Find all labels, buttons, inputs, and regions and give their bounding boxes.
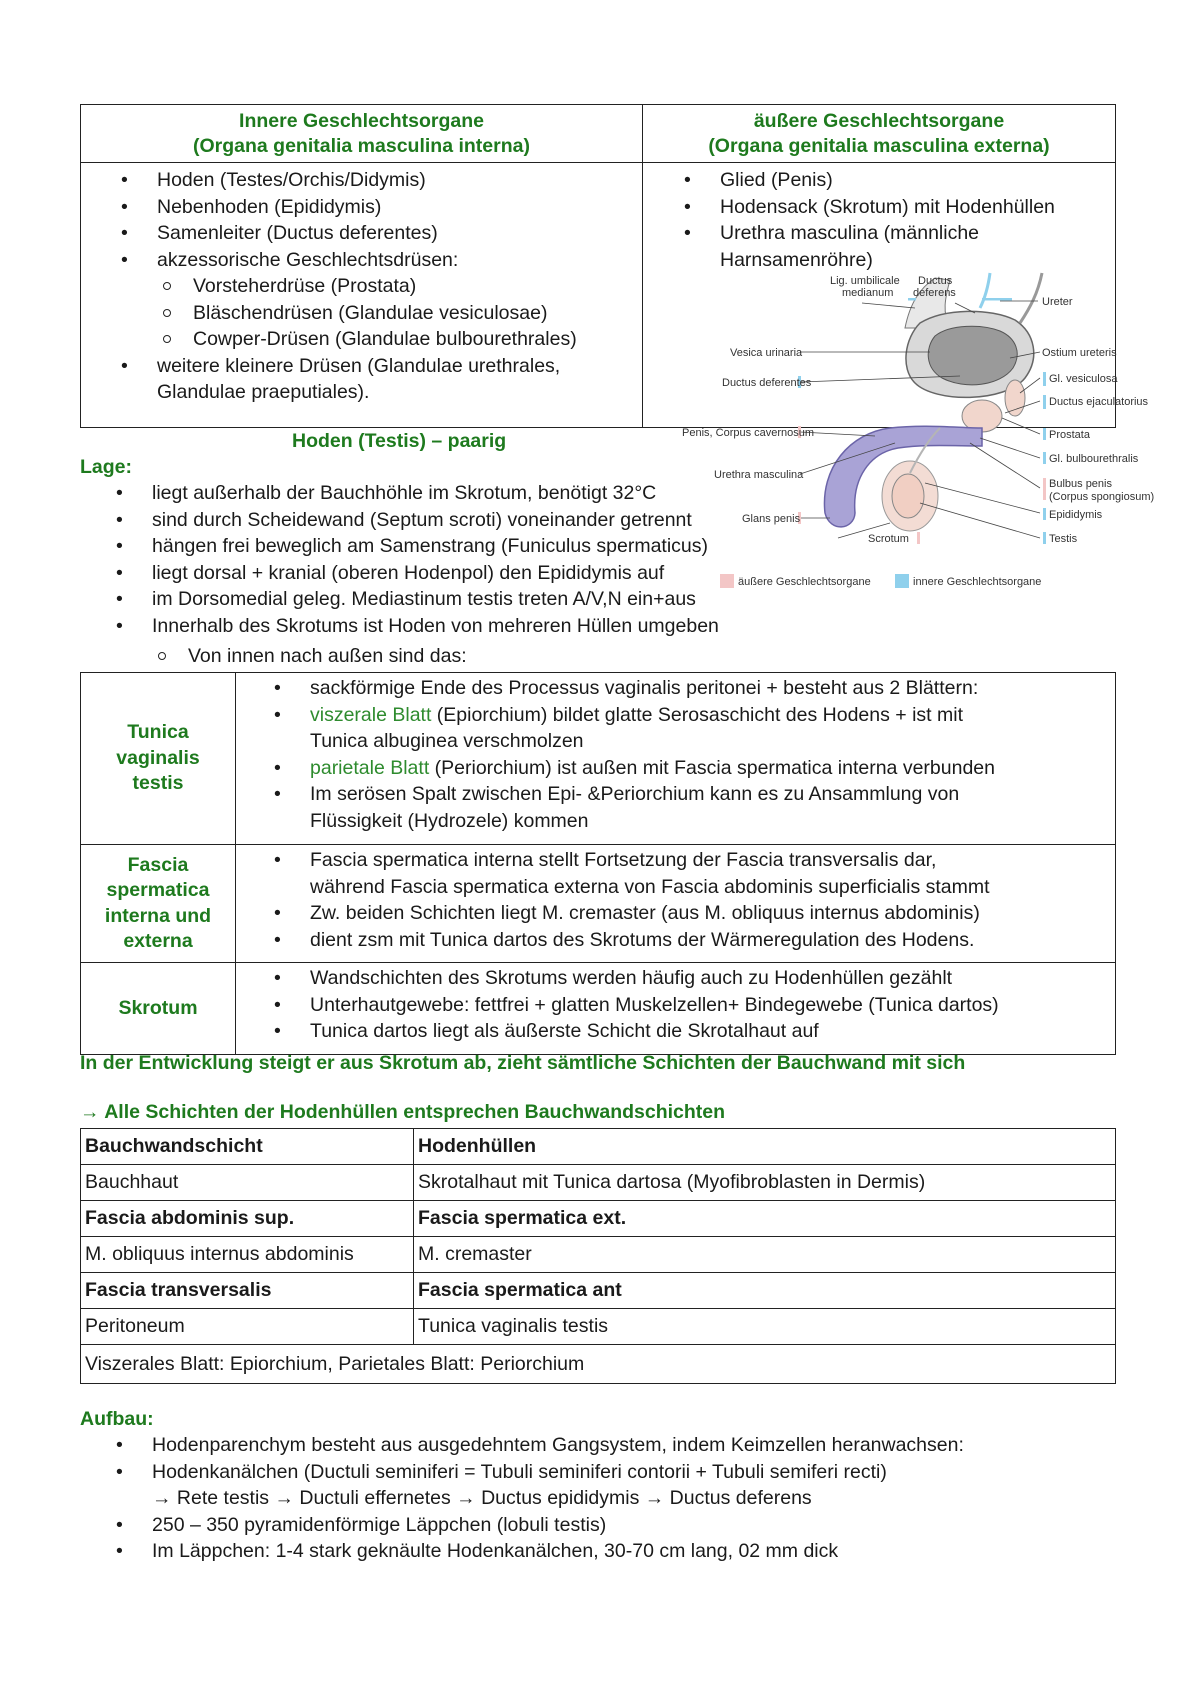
- label-line: Tunica: [127, 721, 189, 744]
- visceral-term: viszerale Blatt: [310, 703, 432, 726]
- column-header: Bauchwandschicht: [81, 1129, 414, 1165]
- list-item: • im Dorsomedial geleg. Mediastinum testis treten A/V,N ein+aus: [152, 586, 719, 613]
- legend-innere: innere Geschlechtsorgane: [913, 576, 1042, 588]
- fascia-spermatica-label: [81, 845, 236, 963]
- list-subitem: Bläschendrüsen (Glandulae vesiculosae): [193, 300, 642, 327]
- label-line: vaginalis: [116, 746, 200, 769]
- table-row: [81, 1201, 1116, 1237]
- list-item: • Nebenhoden (Epididymis): [157, 194, 642, 221]
- table-cell: Bauchhaut: [81, 1165, 414, 1201]
- label-lig-umbilicale: Lig. umbilicale: [830, 275, 900, 287]
- list-item-line1: • Urethra masculina (männliche: [720, 222, 980, 244]
- table-cell: Fascia transversalis: [81, 1273, 414, 1309]
- list-item: • liegt dorsal + kranial (oberen Hodenpol) den Epididymis auf: [152, 560, 719, 587]
- label-medianum: medianum: [842, 287, 894, 299]
- list-item-line2: Glandulae praeputiales).: [157, 381, 370, 403]
- label-prostata: Prostata: [1049, 429, 1090, 441]
- hoden-title: Hoden (Testis) – paarig: [292, 430, 507, 452]
- list-item: • 250 – 350 pyramidenförmige Läppchen (lobuli testis): [152, 1512, 964, 1539]
- outer-organs-header-line1: äußere Geschlechtsorgane: [753, 110, 1005, 132]
- label-bulbus-penis: Bulbus penis: [1049, 478, 1112, 490]
- label-line: interna und: [104, 904, 212, 927]
- inner-organs-list-end: [81, 353, 642, 406]
- label-penis-corpus: Penis, Corpus cavernosum: [682, 427, 815, 439]
- list-item-line1: • weitere kleinere Drüsen (Glandulae urethrales,: [157, 354, 561, 377]
- list-item: • Hoden (Testes/Orchis/Didymis): [157, 167, 642, 194]
- column-header: Hodenhüllen: [414, 1129, 1116, 1165]
- table-cell: Fascia spermatica ext.: [414, 1201, 1116, 1237]
- list-item: • Wandschichten des Skrotums werden häufig auch zu Hodenhüllen gezählt: [310, 965, 1115, 992]
- list-subitem: Vorsteherdrüse (Prostata): [193, 273, 642, 300]
- list-subitem: Von innen nach außen sind das:: [188, 643, 467, 670]
- list-item: • sind durch Scheidewand (Septum scroti) voneinander getrennt: [152, 507, 719, 534]
- aufbau-list: [152, 1432, 964, 1565]
- label-ductus-deferentes: Ductus deferentes: [722, 377, 812, 389]
- layers-correspondence-note: → Alle Schichten der Hodenhüllen entsprechen Bauchwandschichten: [80, 1101, 726, 1123]
- list-item: [310, 702, 1115, 755]
- parietal-term: parietale Blatt: [310, 756, 430, 779]
- table-cell: Tunica vaginalis testis: [414, 1309, 1116, 1345]
- outer-organs-header: [643, 105, 1116, 163]
- table-row: [81, 1165, 1116, 1201]
- table-row: [81, 1237, 1116, 1273]
- list-item-line2: Flüssigkeit (Hydrozele) kommen: [310, 809, 589, 832]
- table-cell: M. obliquus internus abdominis: [81, 1237, 414, 1273]
- label-ductus-ejaculatorius: Ductus ejaculatorius: [1049, 396, 1149, 408]
- parietal-text: (Periorchium) ist außen mit Fascia spermatica interna verbunden: [429, 756, 995, 779]
- inner-organs-list: [81, 163, 642, 273]
- list-item: [310, 781, 1115, 834]
- inner-organs-header-line1: Innere Geschlechtsorgane: [239, 110, 484, 132]
- list-item-line1: • Im serösen Spalt zwischen Epi- &Periorchium kann es zu Ansammlung von: [310, 783, 960, 805]
- fascia-spermatica-text: [236, 845, 1116, 963]
- label-line: externa: [123, 930, 193, 952]
- table-footer: Viszerales Blatt: Epiorchium, Parietales Blatt: Periorchium: [81, 1345, 1116, 1384]
- list-item: • Hodenparenchym besteht aus ausgedehntem Gangsystem, indem Keimzellen heranwachsen:: [152, 1432, 964, 1459]
- label-corpus-spongiosum: (Corpus spongiosum): [1049, 491, 1155, 503]
- tunica-vaginalis-list: [310, 675, 1115, 834]
- list-item: [157, 353, 642, 406]
- label-vesica-urinaria: Vesica urinaria: [730, 347, 803, 359]
- list-item-line2: Tunica albuginea verschmolzen: [310, 730, 584, 752]
- list-item: • akzessorische Geschlechtsdrüsen:: [157, 247, 642, 274]
- label-testis: Testis: [1049, 533, 1078, 545]
- accessory-glands-list: [81, 273, 642, 353]
- list-item: • Unterhautgewebe: fettfrei + glatten Muskelzellen+ Bindegewebe (Tunica dartos): [310, 992, 1115, 1019]
- inner-organs-header: [81, 105, 643, 163]
- male-genital-anatomy-figure: [682, 268, 1200, 638]
- skrotum-list: [310, 965, 1115, 1045]
- table-cell: Fascia abdominis sup.: [81, 1201, 414, 1237]
- table-row: [81, 1309, 1116, 1345]
- label-ductus: Ductus: [918, 275, 953, 287]
- table-row: [81, 1273, 1116, 1309]
- list-item: [152, 1459, 964, 1512]
- inner-organs-cell: [81, 163, 643, 428]
- testis-shape: [892, 474, 924, 518]
- label-glans-penis: Glans penis: [742, 513, 801, 525]
- label-line: Fascia: [127, 853, 189, 876]
- aufbau-label: Aufbau:: [80, 1408, 154, 1430]
- lage-sublist: [188, 643, 467, 670]
- legend-aeussere: äußere Geschlechtsorgane: [738, 576, 871, 588]
- label-gl-vesiculosa: Gl. vesiculosa: [1049, 373, 1118, 385]
- label-gl-bulbourethralis: Gl. bulbourethralis: [1049, 453, 1139, 465]
- list-item-line1: • Hodenkanälchen (Ductuli seminiferi = Tubuli seminiferi contorii + Tubuli semiferi recti): [152, 1460, 887, 1483]
- label-deferens: deferens: [913, 287, 956, 299]
- label-line: spermatica: [106, 879, 210, 901]
- tunica-vaginalis-label: [81, 673, 236, 845]
- list-item: [310, 847, 1115, 900]
- table-header-row: [81, 1129, 1116, 1165]
- ureter-shape: [1020, 273, 1042, 323]
- inner-organs-header-line2: (Organa genitalia masculina interna): [192, 135, 530, 157]
- outer-organs-list: [643, 163, 1115, 273]
- table-cell: Peritoneum: [81, 1309, 414, 1345]
- lage-label: Lage:: [80, 456, 133, 478]
- development-note: In der Entwicklung steigt er aus Skrotum ab, zieht sämtliche Schichten der Bauchwand mit sich: [80, 1052, 966, 1074]
- tunica-vaginalis-text: [236, 673, 1116, 845]
- label-urethra-masculina: Urethra masculina: [714, 469, 804, 481]
- list-item: • Tunica dartos liegt als äußerste Schicht die Skrotalhaut auf: [310, 1018, 1115, 1045]
- list-item-line2: Harnsamenröhre): [720, 248, 873, 271]
- table-cell: M. cremaster: [414, 1237, 1116, 1273]
- fascia-spermatica-list: [310, 847, 1115, 953]
- list-item: • Glied (Penis): [720, 167, 1115, 194]
- list-item: • hängen frei beweglich am Samenstrang (Funiculus spermaticus): [152, 533, 719, 560]
- abdominal-wall-table: [80, 1128, 1116, 1384]
- label-scrotum: Scrotum: [868, 533, 909, 545]
- list-item: [310, 755, 1115, 782]
- list-item: • dient zsm mit Tunica dartos des Skrotums der Wärmeregulation des Hodens.: [310, 927, 1115, 954]
- table-cell: Fascia spermatica ant: [414, 1273, 1116, 1309]
- list-item-line2: während Fascia spermatica externa von Fascia abdominis superficialis stammt: [310, 875, 990, 898]
- list-item: • Zw. beiden Schichten liegt M. cremaster (aus M. obliquus internus abdominis): [310, 900, 1115, 927]
- list-item: • liegt außerhalb der Bauchhöhle im Skrotum, benötigt 32°C: [152, 480, 719, 507]
- table-cell: Skrotalhaut mit Tunica dartosa (Myofibroblasten in Dermis): [414, 1165, 1116, 1201]
- list-item: • Innerhalb des Skrotums ist Hoden von mehreren Hüllen umgeben: [152, 613, 719, 640]
- skrotum-text: [236, 963, 1116, 1055]
- list-item-line1: • Fascia spermatica interna stellt Fortsetzung der Fascia transversalis dar,: [310, 849, 937, 871]
- list-item: • Hodensack (Skrotum) mit Hodenhüllen: [720, 194, 1115, 221]
- list-item: • Im Läppchen: 1-4 stark geknäulte Hodenkanälchen, 30-70 cm lang, 02 mm dick: [152, 1538, 964, 1565]
- bladder-inner-shape: [928, 326, 1017, 385]
- list-item: • sackförmige Ende des Processus vaginalis peritonei + besteht aus 2 Blättern:: [310, 675, 1115, 702]
- skrotum-label: Skrotum: [81, 963, 236, 1055]
- list-item: [720, 220, 1115, 273]
- testis-coverings-table: [80, 672, 1116, 1055]
- table-footer-row: [81, 1345, 1116, 1384]
- label-ostium-ureteris: Ostium ureteris: [1042, 347, 1117, 359]
- visceral-text: (Epiorchium) bildet glatte Serosaschicht des Hodens + ist mit: [431, 703, 964, 726]
- label-ureter: Ureter: [1042, 296, 1073, 308]
- label-epididymis: Epididymis: [1049, 509, 1103, 521]
- label-line: testis: [132, 772, 184, 795]
- seminal-vesicle-shape: [1005, 380, 1025, 416]
- list-subitem: Cowper-Drüsen (Glandulae bulbourethrales): [193, 326, 642, 353]
- list-item: • Samenleiter (Ductus deferentes): [157, 220, 642, 247]
- ductus-deferens-shape: [980, 273, 990, 308]
- lage-list: [152, 480, 719, 639]
- list-item-line2: → Rete testis → Ductuli effernetes → Ductus epididymis → Ductus deferens: [152, 1487, 812, 1509]
- outer-organs-header-line2: (Organa genitalia masculina externa): [708, 135, 1050, 157]
